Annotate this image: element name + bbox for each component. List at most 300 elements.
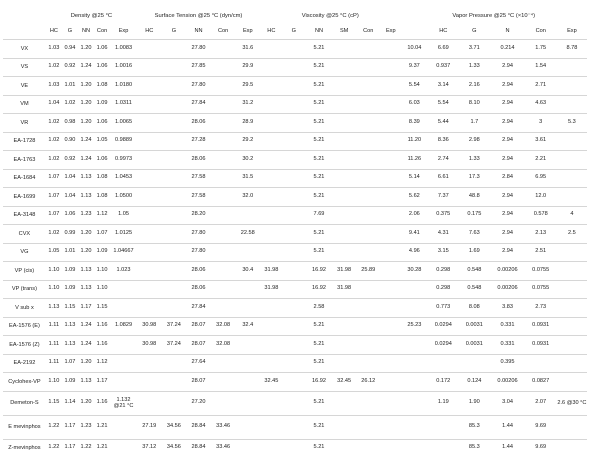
value-cell <box>381 206 400 225</box>
value-cell <box>381 280 400 299</box>
value-cell: 32.45 <box>333 373 355 392</box>
value-cell: 5.21 <box>305 317 333 336</box>
value-cell <box>355 336 381 355</box>
value-cell <box>137 77 162 96</box>
value-cell <box>557 58 587 77</box>
value-cell: 11.26 <box>400 151 428 170</box>
value-cell <box>381 317 400 336</box>
value-cell: 1.09 <box>94 243 110 262</box>
value-cell <box>283 188 305 207</box>
value-cell: 1.01 <box>62 243 78 262</box>
value-cell <box>333 151 355 170</box>
value-cell <box>355 169 381 188</box>
value-cell: 34.56 <box>162 439 187 457</box>
value-cell: 27.58 <box>186 188 211 207</box>
value-cell <box>283 77 305 96</box>
value-cell <box>260 439 282 457</box>
value-cell: 4.63 <box>525 95 557 114</box>
value-cell: 4.31 <box>428 225 458 244</box>
value-cell: 9.41 <box>400 225 428 244</box>
value-cell: 3.14 <box>428 77 458 96</box>
value-cell: 1.11 <box>46 336 62 355</box>
value-cell: 1.08 <box>94 77 110 96</box>
value-cell <box>162 391 187 415</box>
value-cell <box>162 262 187 281</box>
value-cell <box>235 299 260 318</box>
value-cell: 1.13 <box>62 317 78 336</box>
table-row <box>3 169 587 188</box>
value-cell <box>235 439 260 457</box>
value-cell: 30.28 <box>400 262 428 281</box>
value-cell: 0.578 <box>525 206 557 225</box>
value-cell: 17.3 <box>458 169 490 188</box>
value-cell: 85.3 <box>458 415 490 439</box>
value-cell: 1.02 <box>46 225 62 244</box>
value-cell: 1.07 <box>46 169 62 188</box>
value-cell <box>381 40 400 59</box>
row-name-cell: EA-3148 <box>3 206 46 225</box>
value-cell: 1.16 <box>94 336 110 355</box>
value-cell <box>557 280 587 299</box>
value-cell <box>283 373 305 392</box>
value-cell <box>400 354 428 373</box>
value-cell <box>283 415 305 439</box>
value-cell <box>235 280 260 299</box>
value-cell: 1.13 <box>78 169 94 188</box>
value-cell <box>400 336 428 355</box>
table-row <box>3 40 587 59</box>
value-cell <box>333 95 355 114</box>
value-cell: 1.07 <box>46 188 62 207</box>
value-cell <box>355 40 381 59</box>
col-header <box>400 24 428 40</box>
value-cell: 1.13 <box>46 299 62 318</box>
value-cell <box>355 77 381 96</box>
value-cell <box>283 114 305 133</box>
row-name-cell: CVX <box>3 225 46 244</box>
value-cell <box>333 206 355 225</box>
value-cell <box>211 280 236 299</box>
value-cell <box>110 280 137 299</box>
value-cell: 31.5 <box>235 169 260 188</box>
col-header: Exp <box>235 24 260 40</box>
value-cell: 1.13 <box>78 373 94 392</box>
value-cell <box>557 354 587 373</box>
value-cell <box>557 336 587 355</box>
value-cell: 1.10 <box>46 262 62 281</box>
value-cell <box>235 373 260 392</box>
value-cell <box>137 95 162 114</box>
value-cell: 16.92 <box>305 280 333 299</box>
value-cell <box>557 299 587 318</box>
value-cell: 0.00206 <box>490 373 524 392</box>
value-cell: 1.06 <box>94 114 110 133</box>
col-header: G <box>62 24 78 40</box>
value-cell: 28.06 <box>186 262 211 281</box>
column-header-row <box>3 24 587 40</box>
value-cell <box>355 415 381 439</box>
value-cell: 31.98 <box>260 262 282 281</box>
value-cell <box>333 77 355 96</box>
value-cell: 1.04 <box>62 188 78 207</box>
value-cell: 1.09 <box>62 262 78 281</box>
value-cell: 1.15 <box>94 299 110 318</box>
value-cell: 25.89 <box>355 262 381 281</box>
value-cell: 0.395 <box>490 354 524 373</box>
value-cell: 5.21 <box>305 439 333 457</box>
value-cell: 16.92 <box>305 262 333 281</box>
value-cell <box>283 95 305 114</box>
value-cell: 6.03 <box>400 95 428 114</box>
value-cell <box>137 114 162 133</box>
value-cell <box>381 336 400 355</box>
table-row <box>3 114 587 133</box>
value-cell <box>283 391 305 415</box>
value-cell: 8.39 <box>400 114 428 133</box>
value-cell: 27.80 <box>186 77 211 96</box>
value-cell: 1.22 <box>46 415 62 439</box>
value-cell <box>137 40 162 59</box>
value-cell: 3 <box>525 114 557 133</box>
table-row <box>3 188 587 207</box>
col-header: Con <box>355 24 381 40</box>
value-cell <box>333 415 355 439</box>
value-cell <box>333 243 355 262</box>
value-cell <box>381 354 400 373</box>
value-cell: 0.0031 <box>458 317 490 336</box>
table-row <box>3 58 587 77</box>
value-cell <box>162 58 187 77</box>
table-row <box>3 225 587 244</box>
value-cell: 2.74 <box>428 151 458 170</box>
value-cell <box>283 58 305 77</box>
value-cell: 0.548 <box>458 262 490 281</box>
value-cell: 7.63 <box>458 225 490 244</box>
value-cell: 1.03 <box>46 40 62 59</box>
table-row <box>3 206 587 225</box>
value-cell: 1.0016 <box>110 58 137 77</box>
value-cell: 8.78 <box>557 40 587 59</box>
value-cell: 0.9889 <box>110 132 137 151</box>
value-cell: 1.15 <box>46 391 62 415</box>
value-cell <box>381 391 400 415</box>
value-cell: 37.24 <box>162 336 187 355</box>
value-cell <box>211 391 236 415</box>
value-cell: 28.84 <box>186 439 211 457</box>
value-cell: 1.21 <box>94 439 110 457</box>
value-cell <box>211 169 236 188</box>
value-cell: 5.21 <box>305 243 333 262</box>
value-cell <box>333 132 355 151</box>
table-row <box>3 391 587 415</box>
value-cell: 37.24 <box>162 317 187 336</box>
value-cell: 27.84 <box>186 95 211 114</box>
value-cell <box>381 188 400 207</box>
value-cell <box>137 206 162 225</box>
value-cell <box>137 280 162 299</box>
value-cell: 2.94 <box>490 151 524 170</box>
col-header: Con <box>525 24 557 40</box>
value-cell <box>162 206 187 225</box>
value-cell: 30.4 <box>235 262 260 281</box>
value-cell <box>283 169 305 188</box>
value-cell: 1.90 <box>458 391 490 415</box>
value-cell: 1.11 <box>46 317 62 336</box>
value-cell: 0.175 <box>458 206 490 225</box>
table-row <box>3 243 587 262</box>
value-cell: 27.64 <box>186 354 211 373</box>
value-cell: 1.20 <box>78 95 94 114</box>
value-cell: 31.98 <box>333 280 355 299</box>
value-cell: 1.20 <box>78 40 94 59</box>
value-cell: 0.172 <box>428 373 458 392</box>
tension-group-header: Surface Tension @25 °C (dyn/cm) <box>137 10 260 24</box>
value-cell <box>162 151 187 170</box>
row-name-cell: EA-1576 (Z) <box>3 336 46 355</box>
value-cell <box>355 225 381 244</box>
value-cell <box>260 243 282 262</box>
value-cell: 5.21 <box>305 132 333 151</box>
value-cell: 27.80 <box>186 243 211 262</box>
value-cell <box>211 132 236 151</box>
value-cell <box>162 280 187 299</box>
value-cell: 5.62 <box>400 188 428 207</box>
density-group-header: Density @25 °C <box>46 10 137 24</box>
value-cell: 30.2 <box>235 151 260 170</box>
value-cell: 0.0294 <box>428 336 458 355</box>
col-header: Exp <box>381 24 400 40</box>
value-cell <box>333 169 355 188</box>
value-cell: 31.2 <box>235 95 260 114</box>
value-cell: 1.24 <box>78 58 94 77</box>
value-cell <box>137 169 162 188</box>
value-cell <box>137 299 162 318</box>
value-cell: 2.94 <box>490 206 524 225</box>
value-cell: 31.6 <box>235 40 260 59</box>
value-cell <box>260 95 282 114</box>
value-cell <box>260 336 282 355</box>
value-cell: 1.20 <box>78 77 94 96</box>
col-header: Con <box>211 24 236 40</box>
value-cell: 5.21 <box>305 40 333 59</box>
value-cell: 2.94 <box>490 243 524 262</box>
row-name-cell: EA-2192 <box>3 354 46 373</box>
value-cell: 1.0829 <box>110 317 137 336</box>
vapor-group-header: Vapor Pressure @25 °C (×10⁻⁴) <box>400 10 587 24</box>
table-row <box>3 354 587 373</box>
value-cell <box>400 439 428 457</box>
value-cell <box>355 95 381 114</box>
value-cell: 29.2 <box>235 132 260 151</box>
col-header: G <box>458 24 490 40</box>
value-cell: 27.80 <box>186 40 211 59</box>
row-name-cell: VP (cis) <box>3 262 46 281</box>
col-header: N <box>490 24 524 40</box>
value-cell <box>260 151 282 170</box>
value-cell: 28.06 <box>186 114 211 133</box>
value-cell: 85.3 <box>458 439 490 457</box>
value-cell <box>211 58 236 77</box>
value-cell: 31.98 <box>260 280 282 299</box>
value-cell: 25.23 <box>400 317 428 336</box>
value-cell: 32.08 <box>211 336 236 355</box>
value-cell: 0.90 <box>62 132 78 151</box>
value-cell: 1.10 <box>94 280 110 299</box>
value-cell: 1.0125 <box>110 225 137 244</box>
value-cell <box>283 243 305 262</box>
group-header-row <box>3 10 587 24</box>
value-cell <box>333 58 355 77</box>
value-cell: 2.13 <box>525 225 557 244</box>
value-cell: 1.09 <box>62 373 78 392</box>
value-cell: 1.05 <box>46 243 62 262</box>
value-cell: 1.44 <box>490 439 524 457</box>
row-name-cell: EA-1699 <box>3 188 46 207</box>
value-cell <box>211 188 236 207</box>
value-cell <box>260 225 282 244</box>
value-cell: 6.95 <box>525 169 557 188</box>
value-cell: 32.45 <box>260 373 282 392</box>
value-cell: 1.7 <box>458 114 490 133</box>
value-cell: 5.54 <box>428 95 458 114</box>
value-cell: 5.21 <box>305 415 333 439</box>
value-cell: 1.05 <box>94 132 110 151</box>
value-cell: 8.10 <box>458 95 490 114</box>
value-cell: 2.94 <box>490 114 524 133</box>
value-cell <box>400 373 428 392</box>
value-cell: 1.14 <box>62 391 78 415</box>
row-name-cell: EA-1576 (E) <box>3 317 46 336</box>
value-cell: 1.23 <box>78 415 94 439</box>
value-cell: 1.13 <box>78 188 94 207</box>
row-name-cell: V sub x <box>3 299 46 318</box>
value-cell <box>400 391 428 415</box>
col-header: G <box>162 24 187 40</box>
value-cell <box>162 373 187 392</box>
value-cell: 1.0500 <box>110 188 137 207</box>
value-cell <box>260 188 282 207</box>
table-row <box>3 373 587 392</box>
value-cell <box>162 299 187 318</box>
value-cell: 28.9 <box>235 114 260 133</box>
col-header: NN <box>305 24 333 40</box>
value-cell: 1.12 <box>94 206 110 225</box>
row-name-cell: VM <box>3 95 46 114</box>
col-header: SM <box>333 24 355 40</box>
value-cell <box>355 280 381 299</box>
col-header: HC <box>428 24 458 40</box>
value-cell <box>235 415 260 439</box>
value-cell <box>211 243 236 262</box>
value-cell: 1.132 @21 °C <box>110 391 137 415</box>
value-cell: 1.44 <box>490 415 524 439</box>
value-cell: 0.937 <box>428 58 458 77</box>
value-cell <box>211 262 236 281</box>
table-row <box>3 132 587 151</box>
value-cell <box>381 439 400 457</box>
value-cell: 2.73 <box>525 299 557 318</box>
value-cell <box>557 262 587 281</box>
value-cell <box>333 391 355 415</box>
value-cell <box>110 439 137 457</box>
col-header: HC <box>260 24 282 40</box>
value-cell: 32.08 <box>211 317 236 336</box>
row-name-cell: VX <box>3 40 46 59</box>
name-header <box>3 10 46 24</box>
value-cell <box>162 40 187 59</box>
value-cell: 8.08 <box>458 299 490 318</box>
value-cell: 2.58 <box>305 299 333 318</box>
col-header: Exp <box>557 24 587 40</box>
value-cell: 37.12 <box>137 439 162 457</box>
value-cell: 2.94 <box>490 188 524 207</box>
value-cell: 5.21 <box>305 114 333 133</box>
value-cell <box>381 151 400 170</box>
value-cell <box>162 354 187 373</box>
col-header: Con <box>94 24 110 40</box>
value-cell: 1.16 <box>94 317 110 336</box>
value-cell: 1.01 <box>62 77 78 96</box>
value-cell: 1.0083 <box>110 40 137 59</box>
value-cell <box>355 114 381 133</box>
value-cell <box>381 169 400 188</box>
value-cell: 1.20 <box>78 225 94 244</box>
value-cell <box>211 77 236 96</box>
value-cell: 2.07 <box>525 391 557 415</box>
value-cell: 1.12 <box>94 354 110 373</box>
value-cell: 48.8 <box>458 188 490 207</box>
value-cell: 1.75 <box>525 40 557 59</box>
value-cell <box>381 95 400 114</box>
value-cell <box>137 188 162 207</box>
value-cell: 1.17 <box>62 415 78 439</box>
value-cell <box>137 58 162 77</box>
value-cell: 0.0755 <box>525 280 557 299</box>
value-cell: 11.20 <box>400 132 428 151</box>
value-cell: 3.71 <box>458 40 490 59</box>
value-cell: 0.0031 <box>458 336 490 355</box>
value-cell <box>162 169 187 188</box>
value-cell <box>381 132 400 151</box>
value-cell <box>260 58 282 77</box>
value-cell: 1.69 <box>458 243 490 262</box>
value-cell <box>333 354 355 373</box>
value-cell: 0.99 <box>62 225 78 244</box>
value-cell: 1.09 <box>94 95 110 114</box>
value-cell: 9.69 <box>525 415 557 439</box>
value-cell: 1.15 <box>62 299 78 318</box>
value-cell: 1.09 <box>62 280 78 299</box>
value-cell: 1.0311 <box>110 95 137 114</box>
value-cell: 0.92 <box>62 58 78 77</box>
value-cell: 1.24 <box>78 132 94 151</box>
value-cell: 8.36 <box>428 132 458 151</box>
value-cell <box>260 391 282 415</box>
value-cell <box>110 415 137 439</box>
value-cell: 1.33 <box>458 58 490 77</box>
value-cell <box>381 262 400 281</box>
value-cell <box>428 415 458 439</box>
value-cell <box>260 114 282 133</box>
value-cell: 5.21 <box>305 77 333 96</box>
value-cell: 1.06 <box>94 151 110 170</box>
value-cell <box>333 114 355 133</box>
value-cell: 27.28 <box>186 132 211 151</box>
value-cell <box>137 132 162 151</box>
value-cell <box>381 77 400 96</box>
value-cell: 1.33 <box>458 151 490 170</box>
value-cell <box>260 317 282 336</box>
